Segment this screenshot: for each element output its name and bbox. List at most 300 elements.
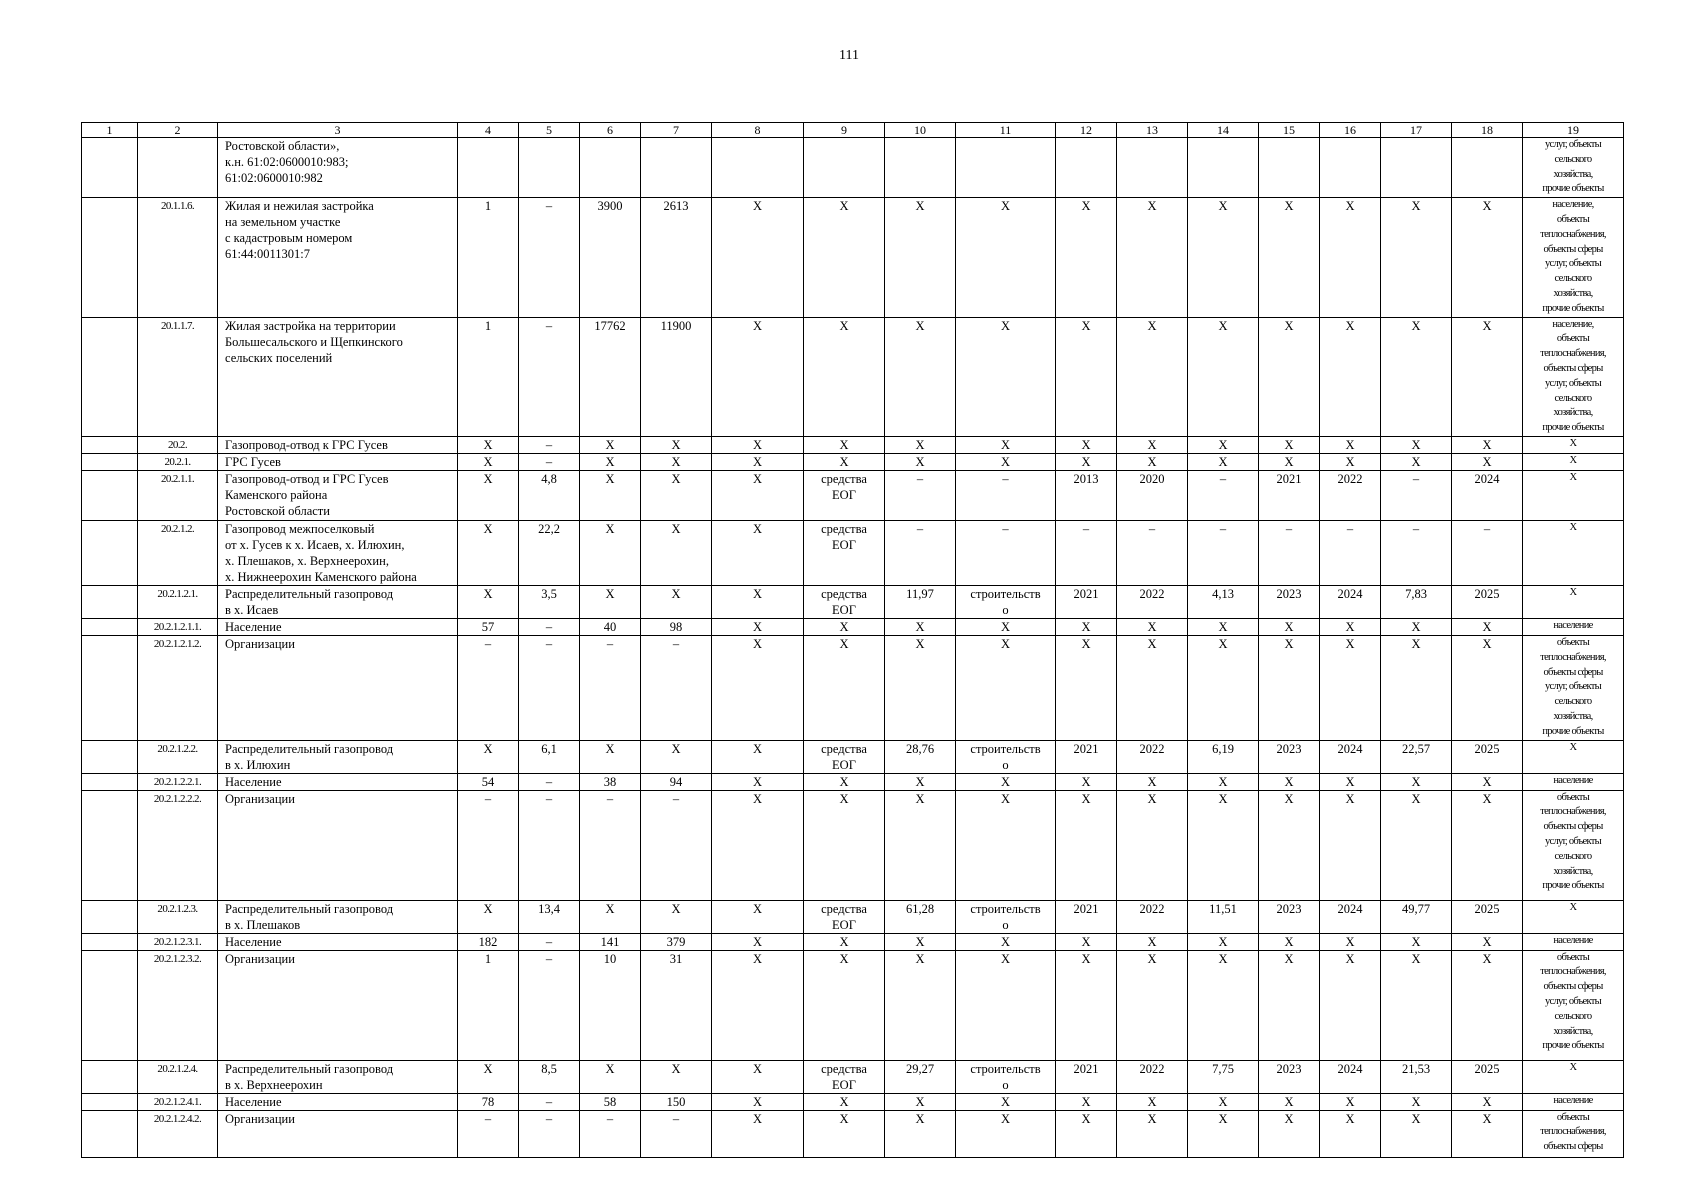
cell-col-8 xyxy=(712,436,804,453)
cell-line: хозяйства, xyxy=(1553,407,1593,419)
cell-line: – xyxy=(1412,521,1420,536)
cell-col-7 xyxy=(641,436,712,453)
cell-line: сельских поселений xyxy=(225,350,333,365)
cell-line: X xyxy=(1218,934,1228,949)
cell-line: – xyxy=(1148,521,1156,536)
cell-col-11 xyxy=(956,436,1056,453)
object-name-cell xyxy=(218,138,458,198)
cell-line: 20.1.1.7. xyxy=(160,319,195,332)
cell-col-15 xyxy=(1259,740,1320,773)
cell-col-14 xyxy=(1188,470,1259,520)
cell-col-10 xyxy=(885,740,956,773)
cell-col-1 xyxy=(82,1093,138,1110)
cell-col-8 xyxy=(712,740,804,773)
cell-line: X xyxy=(752,521,763,536)
cell-line: X xyxy=(1081,774,1091,789)
row-20-2-1-2-1 xyxy=(82,585,1624,618)
cell-line: X xyxy=(839,454,849,469)
cell-col-1 xyxy=(82,317,138,436)
row-number-cell xyxy=(138,1060,218,1093)
cell-col-13 xyxy=(1117,585,1188,618)
cell-col-5 xyxy=(519,138,580,198)
cell-line: Газопровод-отвод и ГРС Гусев xyxy=(225,471,389,486)
cell-col-13 xyxy=(1117,317,1188,436)
cell-line: 61:44:0011301:7 xyxy=(225,247,310,262)
cell-line: X xyxy=(1147,791,1157,806)
cell-col-10 xyxy=(885,773,956,790)
cell-col-6 xyxy=(580,950,641,1060)
cell-line: услуг, объекты xyxy=(1545,835,1601,847)
cell-col-5 xyxy=(519,436,580,453)
cell-col-13 xyxy=(1117,950,1188,1060)
cell-col-15 xyxy=(1259,585,1320,618)
cell-col-10 xyxy=(885,138,956,198)
cell-col-8 xyxy=(712,900,804,933)
cell-col-5 xyxy=(519,635,580,740)
cell-line: 2022 xyxy=(1139,901,1165,916)
cell-col-17 xyxy=(1381,1060,1452,1093)
column-header-10: 10 xyxy=(885,123,956,138)
cell-col-4 xyxy=(458,138,519,198)
cell-line: X xyxy=(1284,1094,1294,1109)
cell-line: X xyxy=(752,619,763,634)
cell-line: X xyxy=(752,741,763,756)
cell-col-15 xyxy=(1259,790,1320,900)
cell-line: хозяйства, xyxy=(1553,865,1593,877)
cell-col-12 xyxy=(1056,436,1117,453)
cell-col-14 xyxy=(1188,585,1259,618)
cell-col-18 xyxy=(1452,1060,1523,1093)
cell-col-11 xyxy=(956,470,1056,520)
row-20-2-1-2-1-2 xyxy=(82,635,1624,740)
row-20-2-1-2 xyxy=(82,520,1624,585)
cell-line: X xyxy=(839,951,849,966)
cell-col-7 xyxy=(641,740,712,773)
cell-line: X xyxy=(1218,636,1228,651)
cell-line: строительств xyxy=(970,901,1041,916)
cell-line: Распределительный газопровод xyxy=(225,741,394,756)
object-name-cell xyxy=(218,635,458,740)
cell-col-10 xyxy=(885,520,956,585)
cell-line: объекты xyxy=(1556,791,1590,803)
cell-col-5 xyxy=(519,470,580,520)
cell-col-7 xyxy=(641,635,712,740)
cell-line: X xyxy=(1345,774,1355,789)
cell-line: объекты сферы xyxy=(1543,666,1603,678)
cell-col-7 xyxy=(641,900,712,933)
cell-line: X xyxy=(1482,619,1492,634)
cell-line: X xyxy=(1147,1111,1157,1126)
cell-line: X xyxy=(1345,791,1355,806)
cell-line: 2613 xyxy=(663,199,689,214)
row-number-cell xyxy=(138,740,218,773)
column-header-17: 17 xyxy=(1381,123,1452,138)
cell-line: – xyxy=(672,636,680,651)
cell-col-8 xyxy=(712,618,804,635)
column-header-6: 6 xyxy=(580,123,641,138)
cell-line: Распределительный газопровод xyxy=(225,586,394,601)
cell-line: – xyxy=(545,437,553,452)
cell-col-16 xyxy=(1320,635,1381,740)
cell-col-8 xyxy=(712,950,804,1060)
cell-col-13 xyxy=(1117,138,1188,198)
cell-col-13 xyxy=(1117,1093,1188,1110)
cell-line: X xyxy=(915,199,925,214)
cell-line: X xyxy=(1147,619,1157,634)
cell-line: население xyxy=(1553,934,1593,946)
cell-col-14 xyxy=(1188,317,1259,436)
cell-col-14 xyxy=(1188,790,1259,900)
column-header-2: 2 xyxy=(138,123,218,138)
cell-line: X xyxy=(1411,318,1421,333)
cell-col-10 xyxy=(885,618,956,635)
cell-col-16 xyxy=(1320,317,1381,436)
cell-line: X xyxy=(915,619,925,634)
cell-line: X xyxy=(752,454,763,469)
cell-line: X xyxy=(1345,454,1355,469)
cell-line: X xyxy=(1147,318,1157,333)
cell-line: X xyxy=(1147,934,1157,949)
cell-line: X xyxy=(915,437,925,452)
cell-line: средства xyxy=(821,586,867,601)
cell-line: X xyxy=(483,741,493,756)
cell-col-14 xyxy=(1188,1060,1259,1093)
cell-col-6 xyxy=(580,635,641,740)
cell-col-4 xyxy=(458,317,519,436)
cell-line: X xyxy=(1482,318,1492,333)
cell-line: 22,57 xyxy=(1401,741,1431,756)
cell-line: 20.1.1.6. xyxy=(160,200,195,213)
cell-col-6 xyxy=(580,520,641,585)
cell-col-14 xyxy=(1188,933,1259,950)
cell-line: X xyxy=(839,934,849,949)
cell-col-15 xyxy=(1259,453,1320,470)
cell-line: в х. Илюхин xyxy=(225,757,291,772)
cell-line: х. Плешаков, х. Верхнеерохин, xyxy=(225,553,389,568)
cell-col-6 xyxy=(580,933,641,950)
cell-line: X xyxy=(1411,791,1421,806)
cell-line: X xyxy=(1284,636,1294,651)
cell-line: X xyxy=(1081,318,1091,333)
cell-line: X xyxy=(1569,741,1577,753)
row-20-1-1-7 xyxy=(82,317,1624,436)
column-header-12: 12 xyxy=(1056,123,1117,138)
cell-col-6 xyxy=(580,436,641,453)
cell-col-11 xyxy=(956,618,1056,635)
cell-line: 4,13 xyxy=(1212,586,1234,601)
cell-line: 2021 xyxy=(1073,1061,1099,1076)
cell-col-11 xyxy=(956,740,1056,773)
cell-line: средства xyxy=(821,521,867,536)
cell-col-1 xyxy=(82,635,138,740)
cell-col-12 xyxy=(1056,520,1117,585)
object-name-cell xyxy=(218,1060,458,1093)
cell-line: X xyxy=(915,1094,925,1109)
cell-col-10 xyxy=(885,900,956,933)
column-header-11: 11 xyxy=(956,123,1056,138)
cell-line: теплоснабжения, xyxy=(1540,348,1606,360)
cell-col-14 xyxy=(1188,900,1259,933)
cell-line: – xyxy=(545,934,553,949)
cell-col-12 xyxy=(1056,900,1117,933)
column-header-4: 4 xyxy=(458,123,519,138)
cell-col-14 xyxy=(1188,1093,1259,1110)
cell-line: от х. Гусев к х. Исаев, х. Илюхин, xyxy=(225,537,405,552)
cell-col-5 xyxy=(519,900,580,933)
cell-line: – xyxy=(545,1094,553,1109)
cell-line: X xyxy=(1218,199,1228,214)
cell-col-17 xyxy=(1381,635,1452,740)
consumers-cell xyxy=(1523,933,1624,950)
cell-line: услуг, объекты xyxy=(1545,681,1601,693)
object-name-cell xyxy=(218,900,458,933)
cell-line: X xyxy=(1284,951,1294,966)
cell-col-7 xyxy=(641,470,712,520)
cell-col-8 xyxy=(712,790,804,900)
cell-col-18 xyxy=(1452,773,1523,790)
cell-line: X xyxy=(1218,951,1228,966)
row-number-cell xyxy=(138,436,218,453)
cell-col-14 xyxy=(1188,618,1259,635)
cell-line: – xyxy=(606,636,614,651)
cell-line: X xyxy=(1482,951,1492,966)
cell-col-17 xyxy=(1381,950,1452,1060)
cell-line: X xyxy=(671,586,681,601)
cell-line: услуг, объекты xyxy=(1545,139,1601,150)
cell-line: 379 xyxy=(666,934,686,949)
cell-col-16 xyxy=(1320,618,1381,635)
cell-line: X xyxy=(1569,586,1577,598)
cell-line: X xyxy=(839,318,849,333)
row-20-2 xyxy=(82,436,1624,453)
cell-line: Каменского района xyxy=(225,487,328,502)
cell-line: Газопровод межпоселковый xyxy=(225,521,375,536)
cell-line: – xyxy=(545,199,553,214)
cell-line: 17762 xyxy=(594,318,626,333)
cell-line: средства xyxy=(821,1061,867,1076)
cell-col-12 xyxy=(1056,1093,1117,1110)
cell-line: средства xyxy=(821,741,867,756)
row-number-cell xyxy=(138,618,218,635)
cell-line: X xyxy=(1482,791,1492,806)
cell-line: X xyxy=(1000,791,1011,806)
cell-col-15 xyxy=(1259,618,1320,635)
cell-col-9 xyxy=(804,470,885,520)
cell-col-16 xyxy=(1320,198,1381,317)
cell-line: 2021 xyxy=(1276,471,1302,486)
cell-col-14 xyxy=(1188,635,1259,740)
cell-line: 2024 xyxy=(1474,471,1500,486)
cell-line: 2024 xyxy=(1337,1061,1363,1076)
cell-col-6 xyxy=(580,453,641,470)
cell-col-4 xyxy=(458,933,519,950)
row-number-cell xyxy=(138,585,218,618)
cell-col-11 xyxy=(956,950,1056,1060)
cell-col-17 xyxy=(1381,900,1452,933)
cell-col-7 xyxy=(641,138,712,198)
cell-col-18 xyxy=(1452,470,1523,520)
cell-col-13 xyxy=(1117,790,1188,900)
cell-col-10 xyxy=(885,635,956,740)
cell-col-18 xyxy=(1452,138,1523,198)
cell-col-6 xyxy=(580,790,641,900)
cell-line: X xyxy=(483,437,493,452)
cell-col-8 xyxy=(712,470,804,520)
cell-line: 2024 xyxy=(1337,741,1363,756)
object-name-cell xyxy=(218,520,458,585)
cell-col-11 xyxy=(956,585,1056,618)
cell-line: прочие объекты xyxy=(1542,422,1604,434)
cell-line: Жилая и нежилая застройка xyxy=(225,199,374,214)
cell-line: X xyxy=(752,586,763,601)
cell-col-8 xyxy=(712,1110,804,1157)
cell-line: X xyxy=(1482,636,1492,651)
column-header-13: 13 xyxy=(1117,123,1188,138)
cell-col-12 xyxy=(1056,317,1117,436)
cell-line: X xyxy=(1569,901,1577,913)
cell-col-18 xyxy=(1452,790,1523,900)
cell-col-18 xyxy=(1452,317,1523,436)
cell-col-8 xyxy=(712,317,804,436)
row-20-2-1-2-4-1 xyxy=(82,1093,1624,1110)
cell-col-17 xyxy=(1381,1093,1452,1110)
cell-col-1 xyxy=(82,790,138,900)
cell-line: X xyxy=(839,774,849,789)
cell-line: хозяйства, xyxy=(1553,710,1593,722)
cell-line: X xyxy=(1000,934,1011,949)
row-20-2-1-2-2-2 xyxy=(82,790,1624,900)
cell-col-1 xyxy=(82,453,138,470)
cell-col-13 xyxy=(1117,198,1188,317)
cell-line: X xyxy=(915,934,925,949)
consumers-cell xyxy=(1523,740,1624,773)
cell-line: X xyxy=(1482,774,1492,789)
cell-line: X xyxy=(752,951,763,966)
cell-col-12 xyxy=(1056,618,1117,635)
cell-line: X xyxy=(915,318,925,333)
cell-line: 20.2.1.2.4.1. xyxy=(153,1095,202,1108)
cell-line: X xyxy=(605,586,615,601)
cell-line: сельского xyxy=(1554,696,1592,708)
cell-line: X xyxy=(1411,951,1421,966)
row-20-2-1-2-3-1 xyxy=(82,933,1624,950)
cell-line: X xyxy=(671,437,681,452)
cell-line: 78 xyxy=(481,1094,495,1109)
cell-col-14 xyxy=(1188,740,1259,773)
cell-col-6 xyxy=(580,1093,641,1110)
cell-col-5 xyxy=(519,198,580,317)
cell-line: услуг, объекты xyxy=(1545,995,1601,1007)
object-name-cell xyxy=(218,950,458,1060)
cell-line: X xyxy=(1411,437,1421,452)
cell-col-7 xyxy=(641,1110,712,1157)
cell-col-7 xyxy=(641,317,712,436)
cell-col-16 xyxy=(1320,470,1381,520)
cell-col-4 xyxy=(458,773,519,790)
cell-line: – xyxy=(1346,521,1354,536)
cell-line: 1 xyxy=(484,318,492,333)
cell-col-14 xyxy=(1188,520,1259,585)
cell-line: X xyxy=(752,901,763,916)
cell-col-13 xyxy=(1117,470,1188,520)
table-header-row xyxy=(82,123,1624,138)
cell-col-15 xyxy=(1259,470,1320,520)
cell-col-13 xyxy=(1117,1060,1188,1093)
consumers-cell xyxy=(1523,470,1624,520)
cell-col-5 xyxy=(519,950,580,1060)
cell-line: 2024 xyxy=(1337,901,1363,916)
cell-line: услуг, объекты xyxy=(1545,258,1601,270)
cell-col-16 xyxy=(1320,436,1381,453)
cell-line: – xyxy=(545,774,553,789)
cell-col-10 xyxy=(885,470,956,520)
cell-col-10 xyxy=(885,950,956,1060)
row-20-2-1 xyxy=(82,453,1624,470)
cell-line: X xyxy=(1345,934,1355,949)
cell-line: X xyxy=(915,791,925,806)
consumers-cell xyxy=(1523,453,1624,470)
cell-col-13 xyxy=(1117,740,1188,773)
cell-line: 2021 xyxy=(1073,741,1099,756)
cell-col-18 xyxy=(1452,436,1523,453)
cell-line: Население xyxy=(225,1094,282,1109)
cell-line: Распределительный газопровод xyxy=(225,901,394,916)
cell-line: X xyxy=(1081,454,1091,469)
cell-line: хозяйства, xyxy=(1553,1025,1593,1037)
cell-col-15 xyxy=(1259,198,1320,317)
object-name-cell xyxy=(218,585,458,618)
cell-col-14 xyxy=(1188,773,1259,790)
cell-line: X xyxy=(1081,199,1091,214)
cell-line: 49,77 xyxy=(1401,901,1431,916)
cell-line: прочие объекты xyxy=(1542,302,1604,314)
cell-col-12 xyxy=(1056,138,1117,198)
cell-col-7 xyxy=(641,790,712,900)
cell-line: прочие объекты xyxy=(1542,183,1604,195)
cell-col-11 xyxy=(956,317,1056,436)
cell-line: о xyxy=(1002,1077,1009,1092)
cell-col-11 xyxy=(956,138,1056,198)
cell-col-13 xyxy=(1117,635,1188,740)
cell-line: 2022 xyxy=(1139,741,1165,756)
cell-col-10 xyxy=(885,317,956,436)
cell-line: х. Нижнеерохин Каменского района xyxy=(225,569,417,584)
cell-line: X xyxy=(1411,1094,1421,1109)
cell-line: 21,53 xyxy=(1401,1061,1431,1076)
cell-col-6 xyxy=(580,198,641,317)
cell-col-5 xyxy=(519,1060,580,1093)
cell-line: X xyxy=(1000,318,1011,333)
cell-line: X xyxy=(1569,1061,1577,1073)
cell-line: 20.2. xyxy=(167,438,187,451)
cell-col-12 xyxy=(1056,950,1117,1060)
cell-line: объекты xyxy=(1556,951,1590,963)
cell-line: 54 xyxy=(481,774,495,789)
cell-line: X xyxy=(1411,934,1421,949)
cell-col-15 xyxy=(1259,773,1320,790)
cell-line: – xyxy=(545,951,553,966)
cell-col-9 xyxy=(804,740,885,773)
cell-line: X xyxy=(1147,636,1157,651)
object-name-cell xyxy=(218,453,458,470)
cell-line: X xyxy=(839,1094,849,1109)
cell-col-17 xyxy=(1381,740,1452,773)
cell-line: население, xyxy=(1552,199,1594,211)
row-20-2-1-2-2 xyxy=(82,740,1624,773)
cell-line: – xyxy=(484,636,492,651)
cell-col-13 xyxy=(1117,933,1188,950)
cell-col-5 xyxy=(519,1110,580,1157)
